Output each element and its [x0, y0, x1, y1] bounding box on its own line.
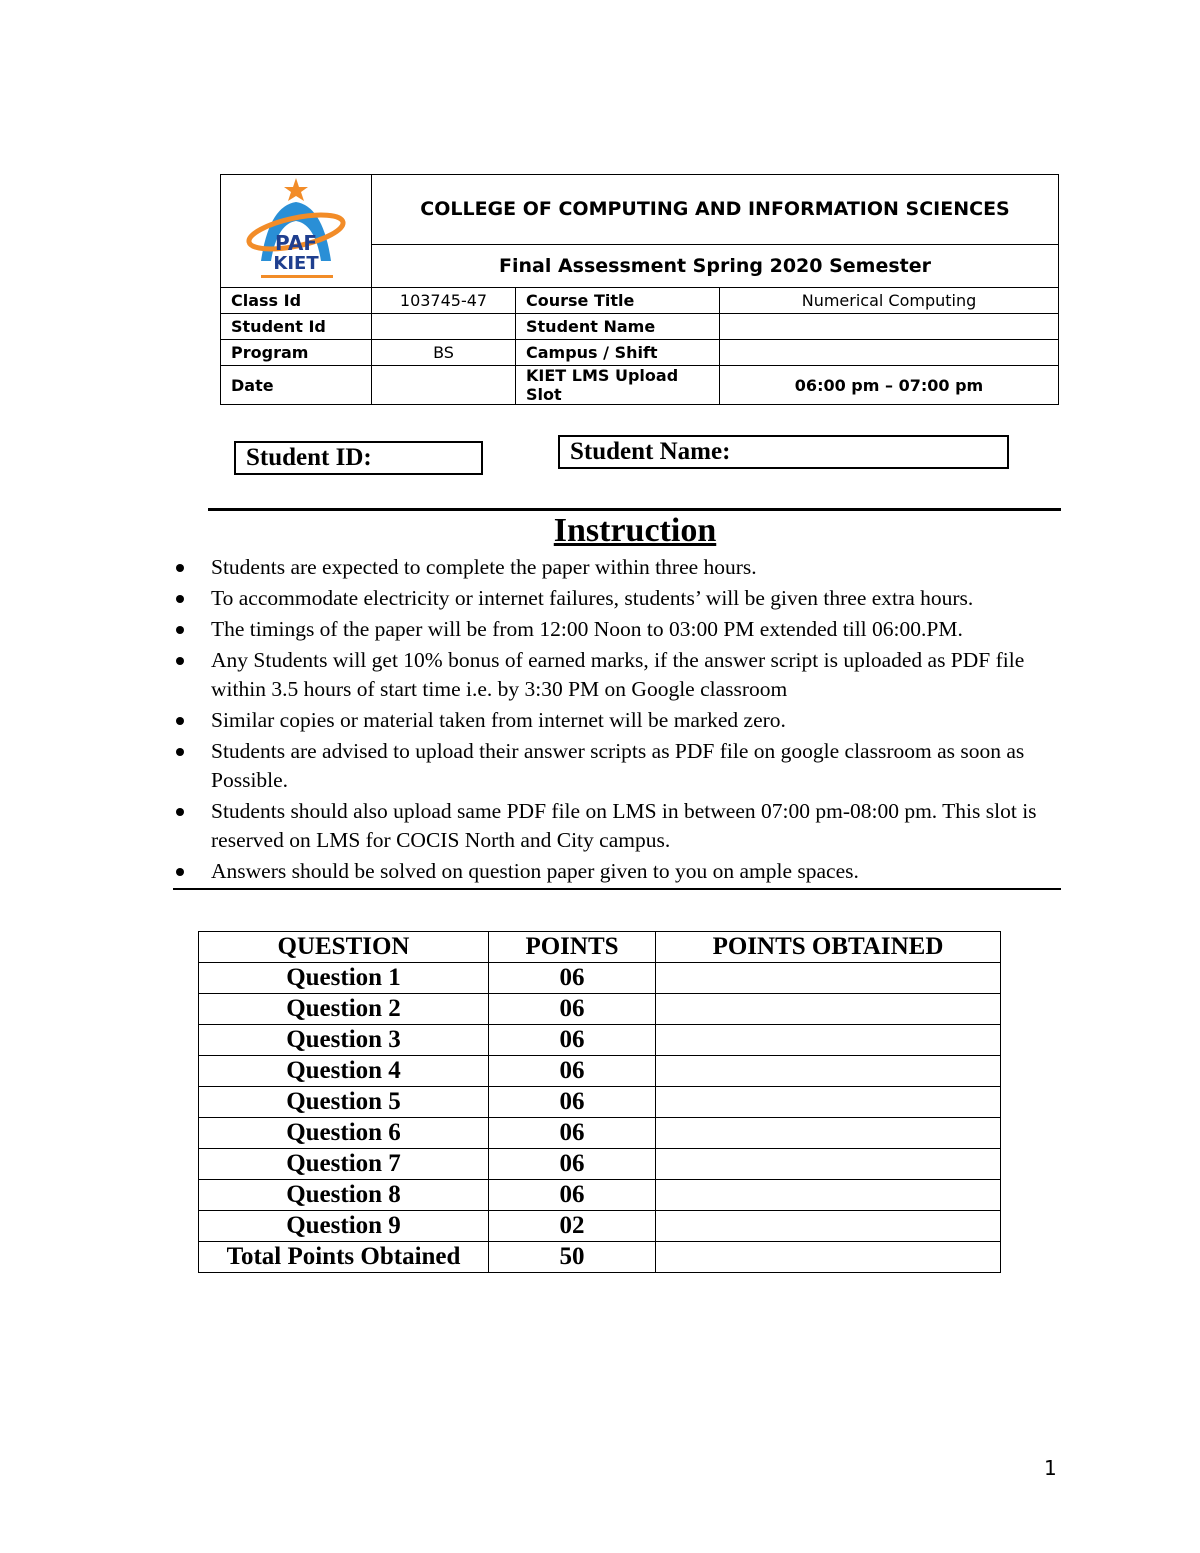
student-name-box[interactable]: Student Name:	[558, 435, 1009, 469]
header-row	[221, 366, 1059, 405]
points-cell: 06	[489, 1180, 656, 1211]
obtained-cell[interactable]	[656, 994, 1001, 1025]
instruction-text: Similar copies or material taken from internet will be marked zero.	[211, 708, 786, 732]
student-id-label: Student Id	[221, 314, 372, 340]
table-row	[199, 1087, 1001, 1118]
points-cell: 06	[489, 1025, 656, 1056]
upload-slot-value: 06:00 pm – 07:00 pm	[720, 366, 1059, 405]
course-title-label: Course Title	[516, 288, 720, 314]
list-item	[172, 646, 1072, 704]
question-cell: Question 7	[199, 1149, 489, 1180]
bullet-icon	[176, 595, 184, 603]
question-cell: Question 8	[199, 1180, 489, 1211]
bullet-icon	[176, 657, 184, 665]
total-label-cell: Total Points Obtained	[199, 1242, 489, 1273]
student-name-label: Student Name	[516, 314, 720, 340]
instruction-text: Students should also upload same PDF file on LMS in between 07:00 pm-08:00 pm. This slot is reserved on LMS for COCIS North and City campus.	[211, 799, 1037, 852]
table-row	[199, 1180, 1001, 1211]
student-id-box[interactable]: Student ID:	[234, 441, 483, 475]
instruction-title: Instruction	[553, 512, 717, 549]
page-number: 1	[1044, 1456, 1057, 1480]
list-item	[172, 584, 1072, 613]
table-row	[199, 1056, 1001, 1087]
points-cell: 06	[489, 1087, 656, 1118]
upload-slot-label: KIET LMS Upload Slot	[516, 366, 720, 405]
points-header: POINTS	[489, 932, 656, 963]
divider-top	[208, 508, 1061, 511]
points-cell: 06	[489, 1118, 656, 1149]
header-row	[221, 340, 1059, 366]
obtained-cell[interactable]	[656, 1087, 1001, 1118]
question-header: QUESTION	[199, 932, 489, 963]
list-item	[172, 857, 1072, 886]
obtained-cell[interactable]	[656, 1118, 1001, 1149]
total-row	[199, 1242, 1001, 1273]
question-cell: Question 1	[199, 963, 489, 994]
table-row	[199, 1211, 1001, 1242]
student-id-value[interactable]	[372, 314, 516, 340]
list-item	[172, 615, 1072, 644]
course-title-value: Numerical Computing	[720, 288, 1059, 314]
obtained-cell[interactable]	[656, 1211, 1001, 1242]
date-label: Date	[221, 366, 372, 405]
table-row	[199, 1149, 1001, 1180]
table-row	[199, 994, 1001, 1025]
instruction-text: Answers should be solved on question paper given to you on ample spaces.	[211, 859, 859, 883]
logo-text-bottom: KIET	[273, 253, 319, 274]
list-item	[172, 706, 1072, 735]
list-item	[172, 797, 1072, 855]
table-row	[199, 963, 1001, 994]
divider-bottom	[173, 888, 1061, 890]
list-item	[172, 737, 1072, 795]
points-cell: 02	[489, 1211, 656, 1242]
class-id-value: 103745-47	[372, 288, 516, 314]
obtained-cell[interactable]	[656, 1149, 1001, 1180]
logo-cell	[221, 175, 372, 288]
bullet-icon	[176, 626, 184, 634]
obtained-cell[interactable]	[656, 1025, 1001, 1056]
student-name-value[interactable]	[720, 314, 1059, 340]
obtained-cell[interactable]	[656, 963, 1001, 994]
question-cell: Question 5	[199, 1087, 489, 1118]
obtained-cell[interactable]	[656, 1180, 1001, 1211]
logo-text-top: PAF	[275, 231, 317, 255]
campus-shift-label: Campus / Shift	[516, 340, 720, 366]
points-cell: 06	[489, 963, 656, 994]
question-cell: Question 3	[199, 1025, 489, 1056]
points-header-row	[199, 932, 1001, 963]
bullet-icon	[176, 748, 184, 756]
total-obtained-cell[interactable]	[656, 1242, 1001, 1273]
question-cell: Question 4	[199, 1056, 489, 1087]
list-item	[172, 553, 1072, 582]
header-row	[221, 314, 1059, 340]
college-title: COLLEGE OF COMPUTING AND INFORMATION SCIENCES	[372, 175, 1059, 245]
instruction-text: Any Students will get 10% bonus of earned marks, if the answer script is uploaded as PDF file within 3.5 hours of start time i.e. by 3:30 PM on Google classroom	[211, 648, 1025, 701]
instruction-text: Students are expected to complete the paper within three hours.	[211, 555, 757, 579]
assessment-title: Final Assessment Spring 2020 Semester	[372, 244, 1059, 287]
points-table	[198, 931, 1001, 1273]
bullet-icon	[176, 564, 184, 572]
points-cell: 06	[489, 1149, 656, 1180]
question-cell: Question 9	[199, 1211, 489, 1242]
bullet-icon	[176, 868, 184, 876]
instruction-list	[172, 553, 1072, 888]
date-value[interactable]	[372, 366, 516, 405]
program-label: Program	[221, 340, 372, 366]
question-cell: Question 6	[199, 1118, 489, 1149]
bullet-icon	[176, 808, 184, 816]
question-cell: Question 2	[199, 994, 489, 1025]
obtained-cell[interactable]	[656, 1056, 1001, 1087]
class-id-label: Class Id	[221, 288, 372, 314]
instruction-text: To accommodate electricity or internet failures, students’ will be given three extra hours.	[211, 586, 974, 610]
points-cell: 06	[489, 1056, 656, 1087]
bullet-icon	[176, 717, 184, 725]
points-cell: 06	[489, 994, 656, 1025]
header-row	[221, 288, 1059, 314]
instruction-text: Students are advised to upload their answer scripts as PDF file on google classroom as soon as Possible.	[211, 739, 1025, 792]
campus-shift-value[interactable]	[720, 340, 1059, 366]
table-row	[199, 1118, 1001, 1149]
table-row	[199, 1025, 1001, 1056]
points-obtained-header: POINTS OBTAINED	[656, 932, 1001, 963]
header-table	[220, 174, 1059, 405]
total-points-cell: 50	[489, 1242, 656, 1273]
program-value: BS	[372, 340, 516, 366]
paf-kiet-logo	[241, 176, 351, 282]
instruction-text: The timings of the paper will be from 12:00 Noon to 03:00 PM extended till 06:00.PM.	[211, 617, 963, 641]
